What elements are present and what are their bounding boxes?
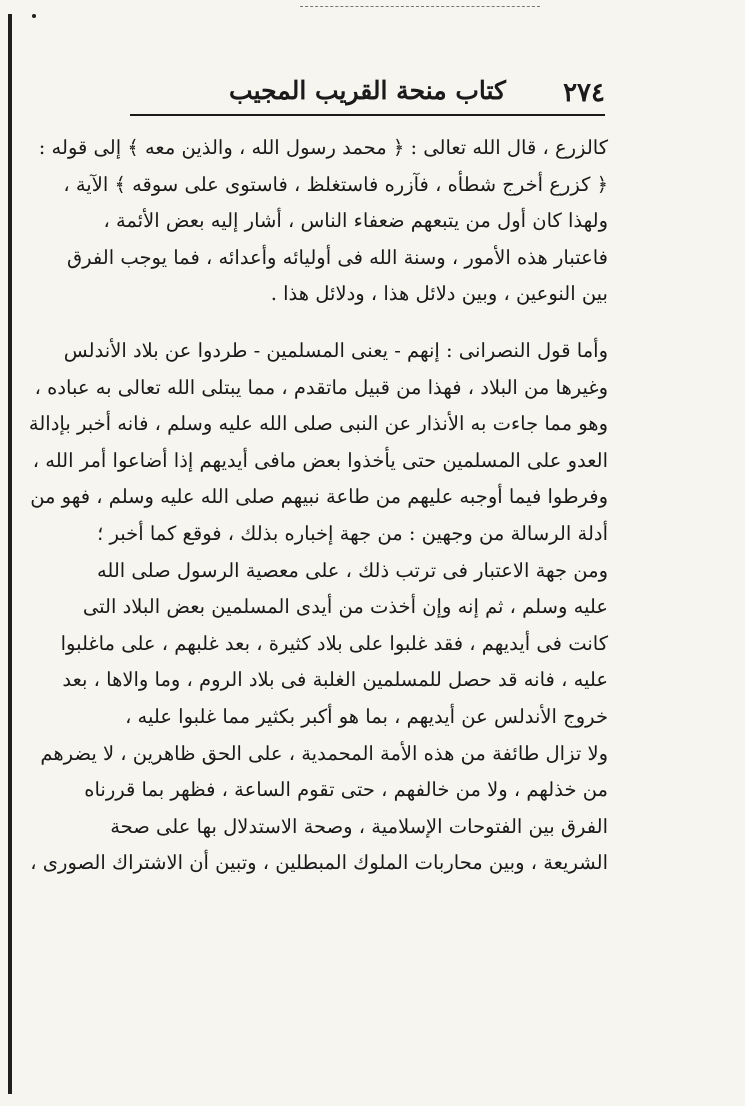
text-line: الشريعة ، وبين محاربات الملوك المبطلين ، وتبين أن الاشتراك الصورى ، [30, 851, 608, 875]
paragraph-2 [28, 333, 608, 882]
page-header [130, 72, 605, 116]
text-line: وأما قول النصرانى : إنهم - يعنى المسلمين - طردوا عن بلاد الأندلس [63, 338, 608, 362]
text-line: عليه ، فانه قد حصل للمسلمين الغلبة فى بلاد الروم ، وما والاها ، بعد [62, 668, 608, 692]
text-line: عليه وسلم ، ثم إنه وإن أخذت من أيدى المسلمين بعض البلاد التى [82, 595, 608, 619]
text-line: كالزرع ، قال الله تعالى : ﴿ محمد رسول الله ، والذين معه ﴾ إلى قوله : [38, 136, 608, 159]
text-line: بين النوعين ، وبين دلائل هذا ، ودلائل هذا . [270, 282, 608, 306]
text-line: الفرق بين الفتوحات الإسلامية ، وصحة الاستدلال بها على صحة [110, 814, 608, 838]
text-line: ولا تزال طائفة من هذه الأمة المحمدية ، على الحق ظاهرين ، لا يضرهم [40, 741, 608, 765]
text-line: وهو مما جاءت به الأنذار عن النبى صلى الله عليه وسلم ، فانه أخبر بإدالة [28, 412, 608, 436]
page-number: ٢٧٤ [563, 78, 605, 108]
scan-speck [32, 14, 36, 18]
text-line: فاعتبار هذه الأمور ، وسنة الله فى أوليائه وأعدائه ، فما يوجب الفرق [67, 245, 608, 269]
page-body [28, 130, 608, 882]
text-line: وفرطوا فيما أوجبه عليهم من طاعة نبيهم صلى الله عليه وسلم ، فهو من [30, 485, 608, 509]
scan-top-edge [300, 6, 540, 7]
text-line: كانت فى أيديهم ، فقد غلبوا على بلاد كثيرة ، بعد غلبهم ، على ماغلبوا [60, 631, 608, 655]
text-line: ولهذا كان أول من يتبعهم ضعفاء الناس ، أشار إليه بعض الأئمة ، [103, 209, 608, 233]
paragraph-1 [38, 130, 608, 313]
page-edge-rule [8, 14, 12, 1094]
text-line: ﴿ كزرع أخرج شطأه ، فآزره فاستغلظ ، فاستوى على سوقه ﴾ الآية ، [63, 172, 608, 196]
text-line: وغيرها من البلاد ، فهذا من قبيل ماتقدم ، مما يبتلى الله تعالى به عباده ، [34, 375, 608, 399]
text-line: ومن جهة الاعتبار فى ترتب ذلك ، على معصية الرسول صلى الله [96, 558, 608, 582]
text-line: أدلة الرسالة من وجهين : من جهة إخباره بذلك ، فوقع كما أخبر ؛ [97, 521, 608, 545]
text-line: العدو على المسلمين حتى يأخذوا بعض مافى أيديهم إذا أضاعوا أمر الله ، [32, 448, 608, 472]
text-line: خروج الأندلس عن أيديهم ، بما هو أكبر بكثير مما غلبوا عليه ، [125, 704, 608, 728]
text-line: من خذلهم ، ولا من خالفهم ، حتى تقوم الساعة ، فظهر بما قررناه [84, 778, 608, 802]
book-title: كتاب منحة القريب المجيب [229, 76, 506, 105]
